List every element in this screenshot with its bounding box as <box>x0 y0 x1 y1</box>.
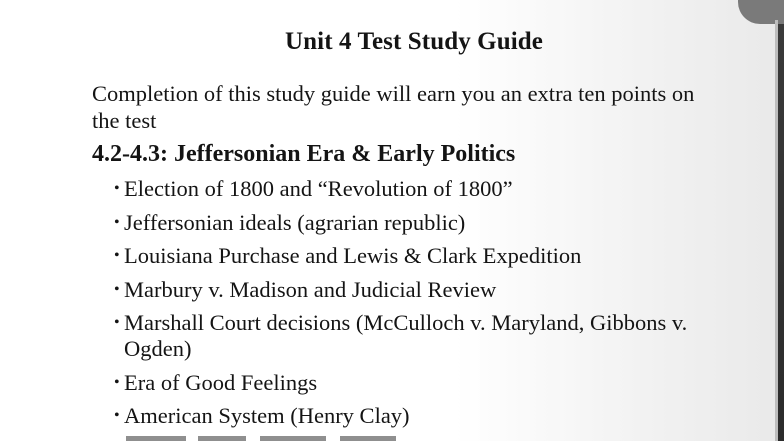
list-item <box>114 370 704 396</box>
bullet-icon: • <box>114 373 120 391</box>
list-item <box>114 310 704 362</box>
intro-paragraph: Completion of this study guide will earn you an extra ten points on the test <box>92 81 695 133</box>
list-item-text: Marshall Court decisions (McCulloch v. Maryland, Gibbons v. Ogden) <box>124 310 688 361</box>
list-item-text: American System (Henry Clay) <box>124 403 410 428</box>
list-item-text: Jeffersonian ideals (agrarian republic) <box>124 209 466 235</box>
page-title: Unit 4 Test Study Guide <box>285 28 543 55</box>
topic-list <box>114 176 704 437</box>
list-item <box>114 277 704 303</box>
bullet-icon: • <box>114 247 120 264</box>
list-item <box>114 403 704 429</box>
bullet-icon: • <box>114 314 120 331</box>
bullet-icon: • <box>114 280 120 298</box>
list-item <box>114 176 704 202</box>
bullet-icon: • <box>114 180 120 197</box>
scrollbar-edge <box>778 24 784 441</box>
list-item-text: Louisiana Purchase and Lewis & Clark Expedition <box>124 243 582 268</box>
bullet-icon: • <box>114 407 120 424</box>
section-heading: 4.2-4.3: Jeffersonian Era & Early Politics <box>92 141 516 167</box>
list-item-text: Marbury v. Madison and Judicial Review <box>124 276 497 302</box>
list-item-text: Era of Good Feelings <box>124 369 318 395</box>
list-item-text: Election of 1800 and “Revolution of 1800” <box>124 176 513 201</box>
cropped-text-fragment <box>126 436 396 441</box>
list-item <box>114 243 704 269</box>
list-item <box>114 210 704 236</box>
bullet-icon: • <box>114 213 120 231</box>
cropped-list-item <box>114 430 514 441</box>
